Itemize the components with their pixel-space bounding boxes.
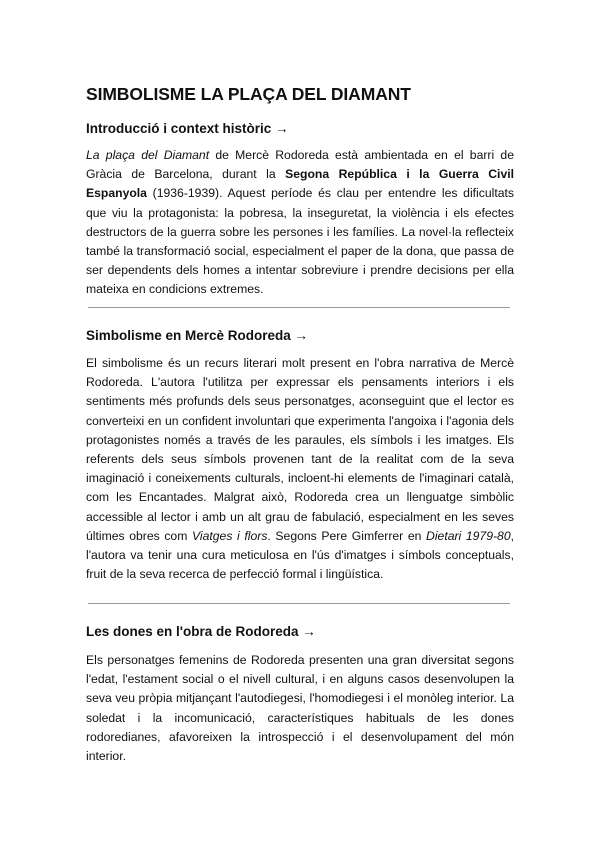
section-heading-women: Les dones en l'obra de Rodoreda → [86, 624, 316, 639]
section-divider [88, 307, 510, 308]
work-title: Dietari 1979-80 [426, 528, 511, 543]
paragraph-text: de Mercè Rodoreda està ambientada en el barri de Gràcia de Barcelona, durant la [86, 148, 514, 182]
novel-title: La plaça del Diamant [86, 148, 210, 162]
paragraph-text: , l'autora va tenir una cura meticulosa en l'ús d'imatges i símbols conceptuals, fruit de la seva recerca de perfecció formal i lingüística. [86, 528, 514, 582]
section-paragraph-women [86, 651, 514, 766]
document-title: SIMBOLISME LA PLAÇA DEL DIAMANT [86, 84, 411, 104]
paragraph-text: El simbolisme és un recurs literari molt present en l'obra narrativa de Mercè Rodoreda. L'autora l'utilitza per expressar els pensaments interiors i els sentiments més profunds dels seus personatges, aconseguint que el lector es converteixi en un confident involuntari que experimenta l'angoixa i l'agonia dels protagonistes només a través de les paraules, els símbols i les imatges. Els referents dels seus símbols provenen tant de la realitat com de la seva imaginació i coneixements culturals, incloent-hi elements de l'imaginari català, com les Encantades. Malgrat això, Rodoreda crea un llenguatge simbòlic accessible al lector i amb un alt grau de fabulació, especialment en les seves últimes obres com [86, 356, 514, 543]
section-heading-symbolism: Simbolisme en Mercè Rodoreda → [86, 328, 309, 343]
paragraph-text: . Segons Pere Gimferrer en [267, 528, 427, 543]
section-paragraph-symbolism [86, 354, 514, 584]
section-divider [88, 603, 510, 604]
section-heading-context: Introducció i context històric → [86, 121, 289, 136]
work-title: Viatges i flors [192, 528, 268, 543]
historical-period: Segona República i la Guerra Civil Espanyola [86, 167, 514, 201]
section-paragraph-context [86, 146, 514, 300]
paragraph-text: (1936-1939). Aquest període és clau per entendre les dificultats que viu la protagonista: la pobresa, la inseguretat, la violència i els efectes destructors de la guerra sobre les persones i les famílies. La novel·la reflecteix també la transformació social, especialment el paper de la dona, que passa de ser dependents dels homes a intentar sobreviure i prendre decisions per ella mateixa en condicions extremes. [86, 186, 514, 297]
paragraph-text: Els personatges femenins de Rodoreda presenten una gran diversitat segons l'edat, l'estament social o el nivell cultural, i en alguns casos desenvolupen la seva veu pròpia mitjançant l'autodiegesi, l'homodiegesi i el monòleg interior. La soledat i la incomunicació, característiques habituals de les dones rodoredianes, afavoreixen la introspecció i el desenvolupament del món interior. [86, 653, 514, 764]
